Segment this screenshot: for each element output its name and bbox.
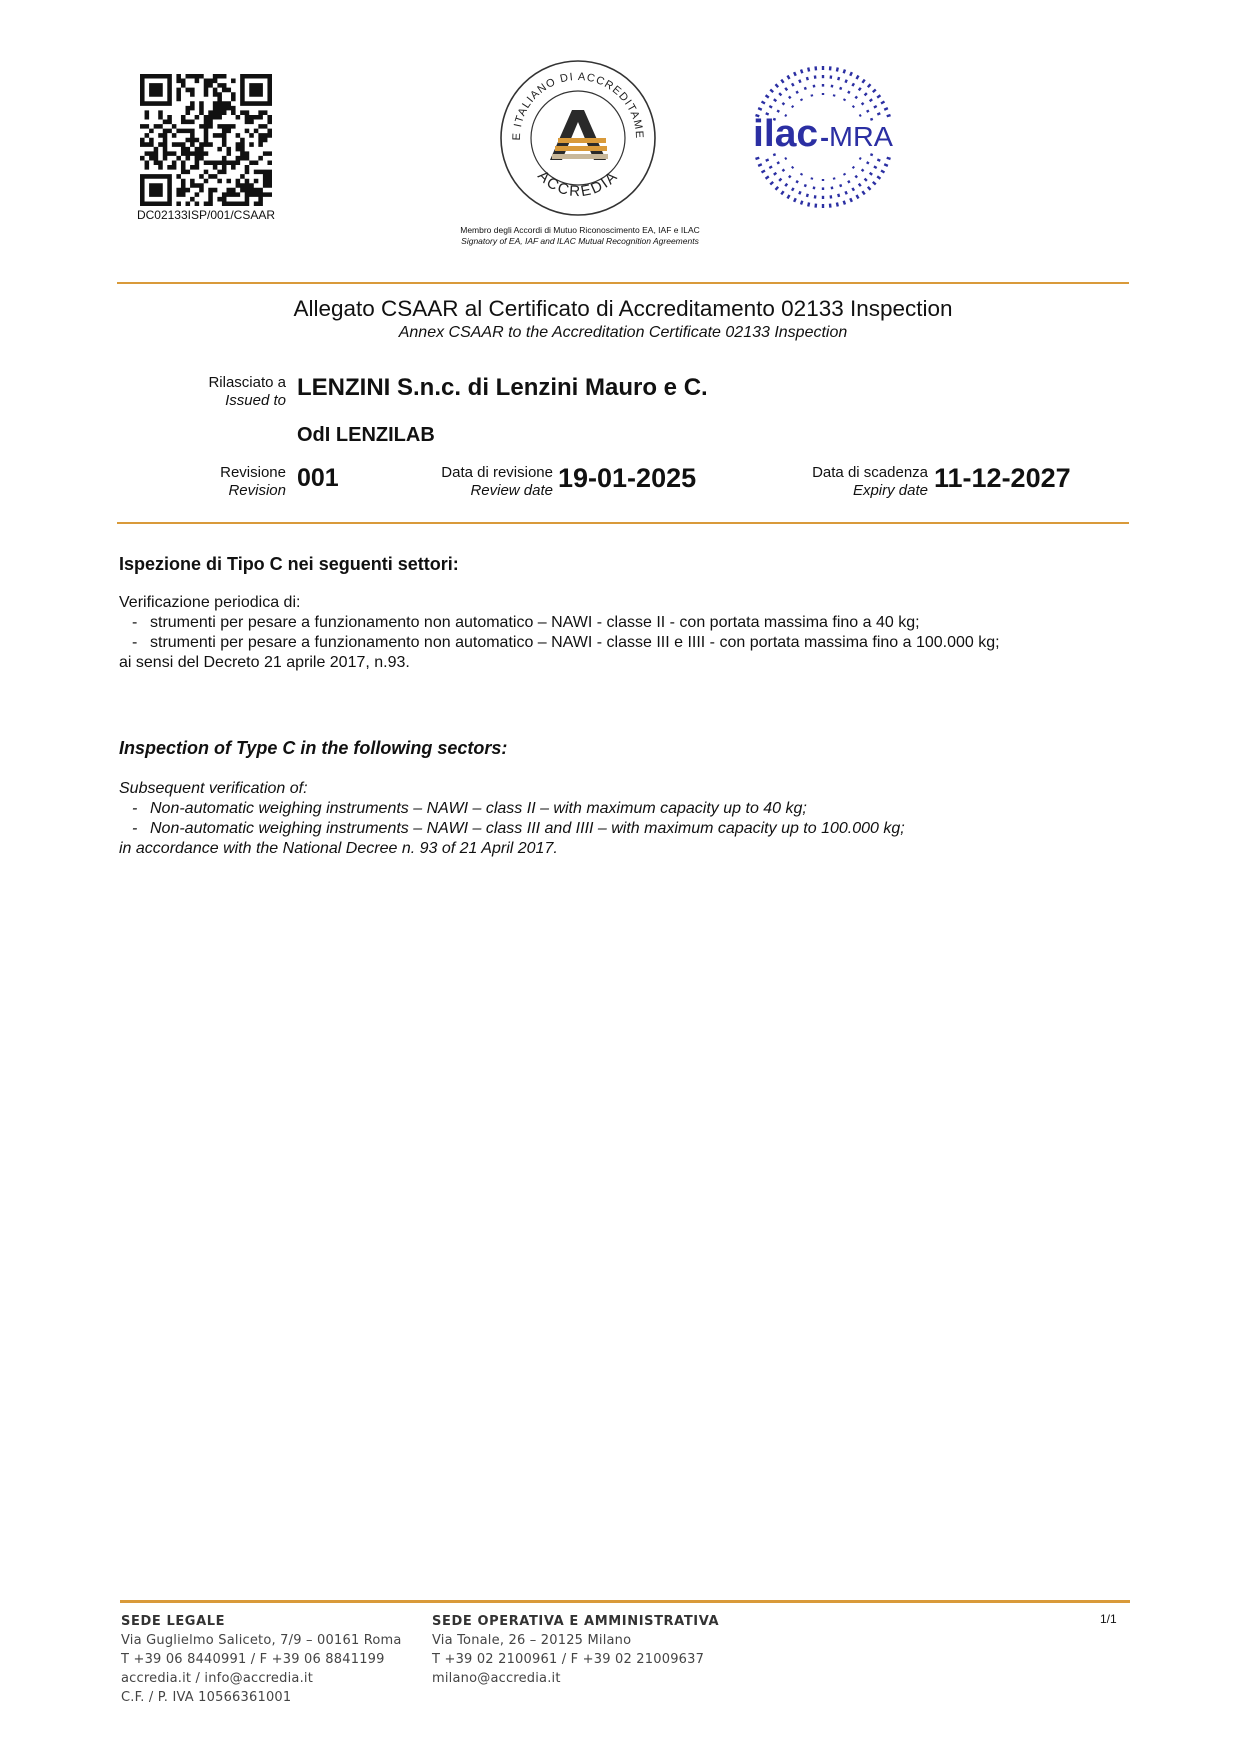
ilac-tick — [850, 72, 852, 76]
seal-caption-it: Membro degli Accordi di Mutuo Riconoscimento EA, IAF e ILAC — [460, 225, 700, 235]
revision-label-it: Revisione — [220, 464, 286, 481]
footer-right-phone: T +39 02 2100961 / F +39 02 21009637 — [432, 1652, 705, 1667]
footer-legal-office — [121, 1612, 402, 1707]
ilac-tick — [870, 99, 873, 101]
ilac-tick — [852, 83, 854, 86]
ilac-tick — [884, 108, 888, 110]
issued-label-en: Issued to — [225, 392, 286, 409]
ilac-tick — [792, 188, 794, 191]
ilac-tick — [779, 179, 781, 181]
ilac-tick — [887, 115, 891, 116]
footer-rule — [120, 1600, 1130, 1603]
ilac-tick — [812, 178, 813, 180]
ilac-tick — [782, 103, 784, 105]
ilac-tick — [762, 171, 765, 173]
ilac-tick — [870, 119, 872, 120]
ilac-tick — [867, 111, 869, 112]
italian-section-title: Ispezione di Tipo C nei seguenti settori: — [119, 554, 459, 574]
ilac-tick — [857, 76, 859, 79]
ilac-tick — [794, 198, 796, 202]
ilac-tick — [799, 80, 800, 83]
ilac-tick — [874, 106, 877, 108]
revision-label — [160, 464, 286, 500]
ilac-tick — [808, 68, 809, 72]
ilac-tick — [797, 181, 798, 183]
ilac-tick — [862, 80, 864, 83]
issued-label-it: Rilasciato a — [208, 374, 286, 391]
svg-text:ilac-MRA: ilac -MRA — [753, 113, 893, 155]
ilac-tick — [862, 103, 864, 105]
list-item-text: Non-automatic weighing instruments – NAWI – class II – with maximum capacity up to 40 kg; — [150, 800, 807, 817]
english-outro: in accordance with the National Decree n. 93 of 21 April 2017. — [119, 840, 558, 857]
ilac-tick — [766, 95, 769, 97]
footer-left-vat: C.F. / P. IVA 10566361001 — [121, 1690, 292, 1705]
ilac-tick — [805, 87, 806, 89]
italian-intro: Verificazione periodica di: — [119, 594, 301, 611]
ilac-tick — [840, 87, 841, 89]
revision-label-en: Revision — [228, 482, 286, 499]
qr-code — [140, 74, 272, 206]
ilac-tick — [758, 108, 762, 110]
ilac-tick — [859, 158, 861, 159]
ilac-text: ilac — [753, 113, 817, 155]
review-label-en: Review date — [470, 482, 553, 499]
ilac-tick — [794, 72, 796, 76]
ilac-tick — [770, 182, 773, 185]
qr-caption: DC02133ISP/001/CSAAR — [136, 208, 276, 222]
ilac-tick — [844, 201, 845, 205]
ilac-tick — [887, 158, 891, 159]
ilac-tick — [844, 173, 845, 175]
ilac-tick — [762, 102, 765, 104]
ilac-tick — [779, 93, 781, 95]
english-section-title: Inspection of Type C in the following sectors: — [119, 738, 508, 758]
ilac-tick — [766, 160, 769, 161]
italian-outro: ai sensi del Decreto 21 aprile 2017, n.93. — [119, 654, 410, 671]
english-intro: Subsequent verification of: — [119, 780, 308, 797]
ilac-tick — [785, 88, 787, 91]
qr-modules — [140, 74, 272, 206]
ilac-tick — [881, 171, 884, 173]
ilac-mra-logo — [748, 62, 898, 212]
ilac-tick — [877, 113, 880, 114]
ilac-tick — [848, 91, 849, 93]
expiry-date-label — [760, 464, 928, 500]
ilac-tick — [801, 99, 802, 101]
ilac-tick — [844, 69, 845, 73]
ilac-tick — [855, 96, 857, 98]
ilac-tick — [792, 83, 794, 86]
review-date-label — [400, 464, 553, 500]
seal-brand-text: ACCREDIA — [534, 167, 622, 201]
ilac-tick — [844, 99, 845, 101]
ilac-tick — [877, 160, 880, 161]
page-number: 1/1 — [1100, 1612, 1117, 1626]
ilac-tick — [834, 178, 835, 180]
ilac-tick — [862, 169, 864, 171]
review-label-it: Data di revisione — [441, 464, 553, 481]
ilac-tick — [865, 93, 867, 95]
footer-operative-office — [432, 1612, 719, 1688]
ilac-tick — [870, 154, 872, 155]
list-item: - Non-automatic weighing instruments – NAWI – class III and IIII – with maximum capacity up to 100.000 kg; — [132, 820, 905, 837]
expiry-date-value: 11-12-2027 — [934, 463, 1071, 493]
svg-text:ACCREDIA — [534, 167, 622, 200]
ilac-tick — [838, 194, 839, 197]
ilac-tick — [857, 195, 859, 198]
ilac-tick — [807, 194, 808, 197]
expiry-label-en: Expiry date — [852, 482, 928, 499]
inspection-body-name: OdI LENZILAB — [297, 424, 435, 446]
footer-left-phone: T +39 06 8440991 / F +39 06 8841199 — [121, 1652, 385, 1667]
ilac-tick — [807, 77, 808, 80]
ilac-tick — [782, 169, 784, 171]
ilac-tick — [859, 88, 861, 91]
ilac-tick — [846, 80, 847, 83]
ilac-tick — [774, 173, 777, 175]
footer-right-heading: SEDE OPERATIVA E AMMINISTRATIVA — [432, 1614, 720, 1629]
ilac-tick — [770, 89, 773, 92]
ilac-tick — [870, 173, 873, 175]
ilac-tick — [848, 181, 849, 183]
english-list — [132, 799, 905, 839]
issued-to-label — [160, 374, 286, 410]
mra-text: MRA — [829, 121, 892, 152]
ilac-tick — [868, 84, 871, 87]
header-bottom-rule — [117, 522, 1129, 524]
ilac-tick — [837, 68, 838, 72]
ilac-tick — [852, 188, 854, 191]
ilac-tick — [775, 84, 778, 87]
ilac-tick — [801, 69, 802, 73]
ilac-tick — [774, 99, 777, 101]
footer-left-address: Via Guglielmo Saliceto, 7/9 – 00161 Roma — [121, 1633, 402, 1648]
ilac-tick — [859, 115, 861, 116]
list-item-text: strumenti per pesare a funzionamento non automatico – NAWI - classe III e IIII - con portata massima fino a 100.000 kg; — [150, 634, 1000, 651]
document-title-english: Annex CSAAR to the Accreditation Certificate 02133 Inspection — [398, 324, 848, 341]
ilac-tick — [812, 94, 813, 96]
ilac-tick — [777, 162, 779, 163]
ilac-tick — [777, 111, 779, 112]
list-item: - strumenti per pesare a funzionamento non automatico – NAWI - classe II - con portata massima fino a 40 kg; — [132, 614, 920, 631]
list-item: - Non-automatic weighing instruments – NAWI – class II – with maximum capacity up to 40 kg; — [132, 800, 807, 817]
accredia-seal-logo — [498, 58, 658, 218]
ilac-tick — [775, 187, 778, 190]
ilac-tick — [838, 77, 839, 80]
ilac-tick — [877, 176, 880, 178]
ilac-tick — [862, 191, 864, 194]
header-top-rule — [117, 282, 1129, 284]
list-item-text: strumenti per pesare a funzionamento non automatico – NAWI - classe II - con portata massima fino a 40 kg; — [150, 614, 920, 631]
ilac-tick — [781, 80, 783, 83]
ilac-tick — [853, 167, 854, 168]
ilac-tick — [789, 176, 791, 178]
revision-value: 001 — [297, 464, 339, 492]
ilac-tick — [834, 94, 835, 96]
ilac-tick — [766, 176, 769, 178]
ilac-tick — [808, 203, 809, 207]
ilac-tick — [799, 191, 800, 194]
ilac-tick — [877, 95, 880, 97]
list-item: - strumenti per pesare a funzionamento non automatico – NAWI - classe III e IIII - con portata massima fino a 100.000 kg; — [132, 634, 1000, 651]
ilac-tick — [785, 158, 787, 159]
seal-ring-text: E ITALIANO DI ACCREDITAME — [510, 70, 646, 141]
ilac-tick — [855, 176, 857, 178]
ilac-tick — [781, 191, 783, 194]
footer-right-address: Via Tonale, 26 – 20125 Milano — [432, 1633, 632, 1648]
ilac-tick — [769, 166, 772, 168]
ilac-tick — [785, 184, 787, 187]
ilac-tick — [788, 76, 790, 79]
ilac-tick — [840, 184, 841, 186]
document-title: Allegato CSAAR al Certificato di Accreditamento 02133 Inspection — [293, 296, 953, 321]
seal-caption-en: Signatory of EA, IAF and ILAC Mutual Recognition Agreements — [461, 236, 699, 246]
footer-left-web: accredia.it / info@accredia.it — [121, 1671, 314, 1686]
ilac-tick — [850, 198, 852, 202]
ilac-tick — [801, 173, 802, 175]
ilac-tick — [867, 162, 869, 163]
footer-left-heading: SEDE LEGALE — [121, 1614, 226, 1629]
ilac-tick — [769, 106, 772, 108]
ilac-tick — [792, 167, 793, 168]
ilac-tick — [797, 91, 798, 93]
ilac-tick — [837, 203, 838, 207]
seal-caption — [400, 225, 760, 247]
ilac-tick — [789, 96, 791, 98]
list-item-text: Non-automatic weighing instruments – NAWI – class III and IIII – with maximum capacity up to 100.000 kg; — [150, 820, 905, 837]
ilac-tick — [846, 191, 847, 194]
ilac-tick — [788, 195, 790, 198]
ilac-tick — [859, 184, 861, 187]
ilac-tick — [873, 182, 876, 185]
ilac-tick — [758, 164, 762, 166]
footer-right-email: milano@accredia.it — [432, 1671, 561, 1686]
company-name: LENZINI S.n.c. di Lenzini Mauro e C. — [297, 374, 708, 401]
ilac-tick — [801, 201, 802, 205]
expiry-label-it: Data di scadenza — [812, 464, 928, 481]
ilac-tick — [874, 166, 877, 168]
ilac-tick — [853, 106, 854, 107]
ilac-tick — [884, 164, 888, 166]
ilac-tick — [805, 184, 806, 186]
italian-list — [132, 613, 1000, 653]
ilac-tick — [881, 102, 884, 104]
ilac-tick — [873, 89, 876, 92]
ilac-tick — [755, 158, 759, 159]
review-date-value: 19-01-2025 — [558, 463, 697, 493]
ilac-tick — [865, 179, 867, 181]
ilac-tick — [792, 106, 793, 107]
ilac-tick — [868, 187, 871, 190]
